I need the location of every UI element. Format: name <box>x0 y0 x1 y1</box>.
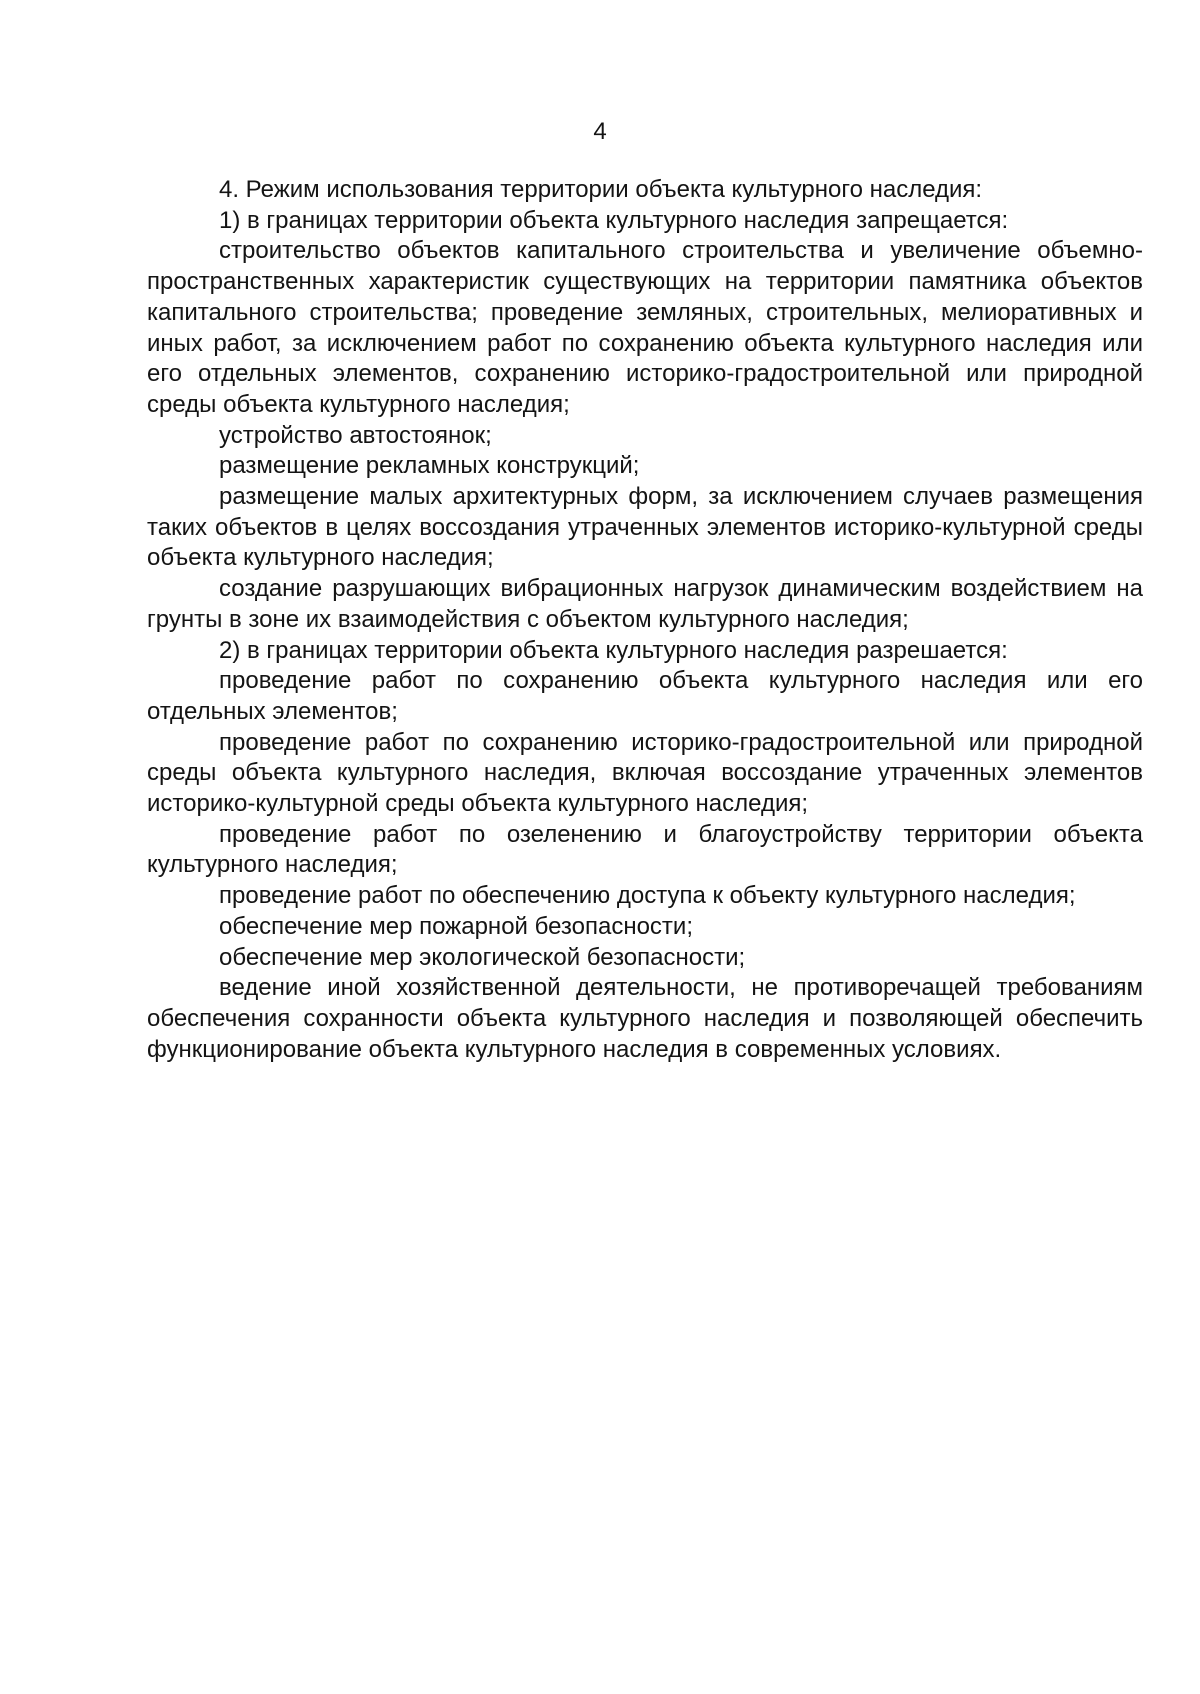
prohibited-item-parking: устройство автостоянок; <box>219 421 492 449</box>
permitted-item-ecological-safety: обеспечение мер экологической безопасности; <box>219 943 746 971</box>
prohibited-item-construction: строительство объектов капитального строительства и увеличение объемно-пространственных характеристик существующих на территории памятника объектов капитального строительства; проведение земляных, строительных, мелиоративных и иных работ, за исключением работ по сохранению объекта культурного наследия или его отдельных элементов, сохранению историко-градостроительной или природной среды объекта культурного наследия; <box>147 237 1143 418</box>
page-number: 4 <box>593 118 607 145</box>
permitted-item-access: проведение работ по обеспечению доступа к объекту культурного наследия; <box>219 882 1076 910</box>
prohibited-item-small-architectural-forms: размещение малых архитектурных форм, за исключением случаев размещения таких объектов в целях воссоздания утраченных элементов историко-культурной среды объекта культурного наследия; <box>147 483 1143 572</box>
permitted-item-economic-activity: ведение иной хозяйственной деятельности, не противоречащей требованиям обеспечения сохранности объекта культурного наследия и позволяющей обеспечить функционирование объекта культурного наследия в современных условиях. <box>147 974 1143 1063</box>
permitted-item-preservation-works: проведение работ по сохранению объекта культурного наследия или его отдельных элементов; <box>147 667 1143 725</box>
subsection-permitted-heading: 2) в границах территории объекта культурного наследия разрешается: <box>219 636 1008 664</box>
permitted-item-environment-preservation: проведение работ по сохранению историко-градостроительной или природной среды объекта культурного наследия, включая воссоздание утраченных элементов историко-культурной среды объекта культурного наследия; <box>147 728 1143 818</box>
prohibited-item-vibration-loads: создание разрушающих вибрационных нагрузок динамическим воздействием на грунты в зоне их взаимодействия с объектом культурного наследия; <box>147 575 1143 633</box>
permitted-item-fire-safety: обеспечение мер пожарной безопасности; <box>219 912 693 940</box>
subsection-prohibited-heading: 1) в границах территории объекта культурного наследия запрещается: <box>219 206 1009 234</box>
document-body <box>147 175 1143 1065</box>
prohibited-item-advertising: размещение рекламных конструкций; <box>219 452 640 480</box>
permitted-item-landscaping: проведение работ по озеленению и благоустройству территории объекта культурного наследия; <box>147 820 1143 879</box>
section-heading-usage-regime: 4. Режим использования территории объекта культурного наследия: <box>219 176 983 203</box>
